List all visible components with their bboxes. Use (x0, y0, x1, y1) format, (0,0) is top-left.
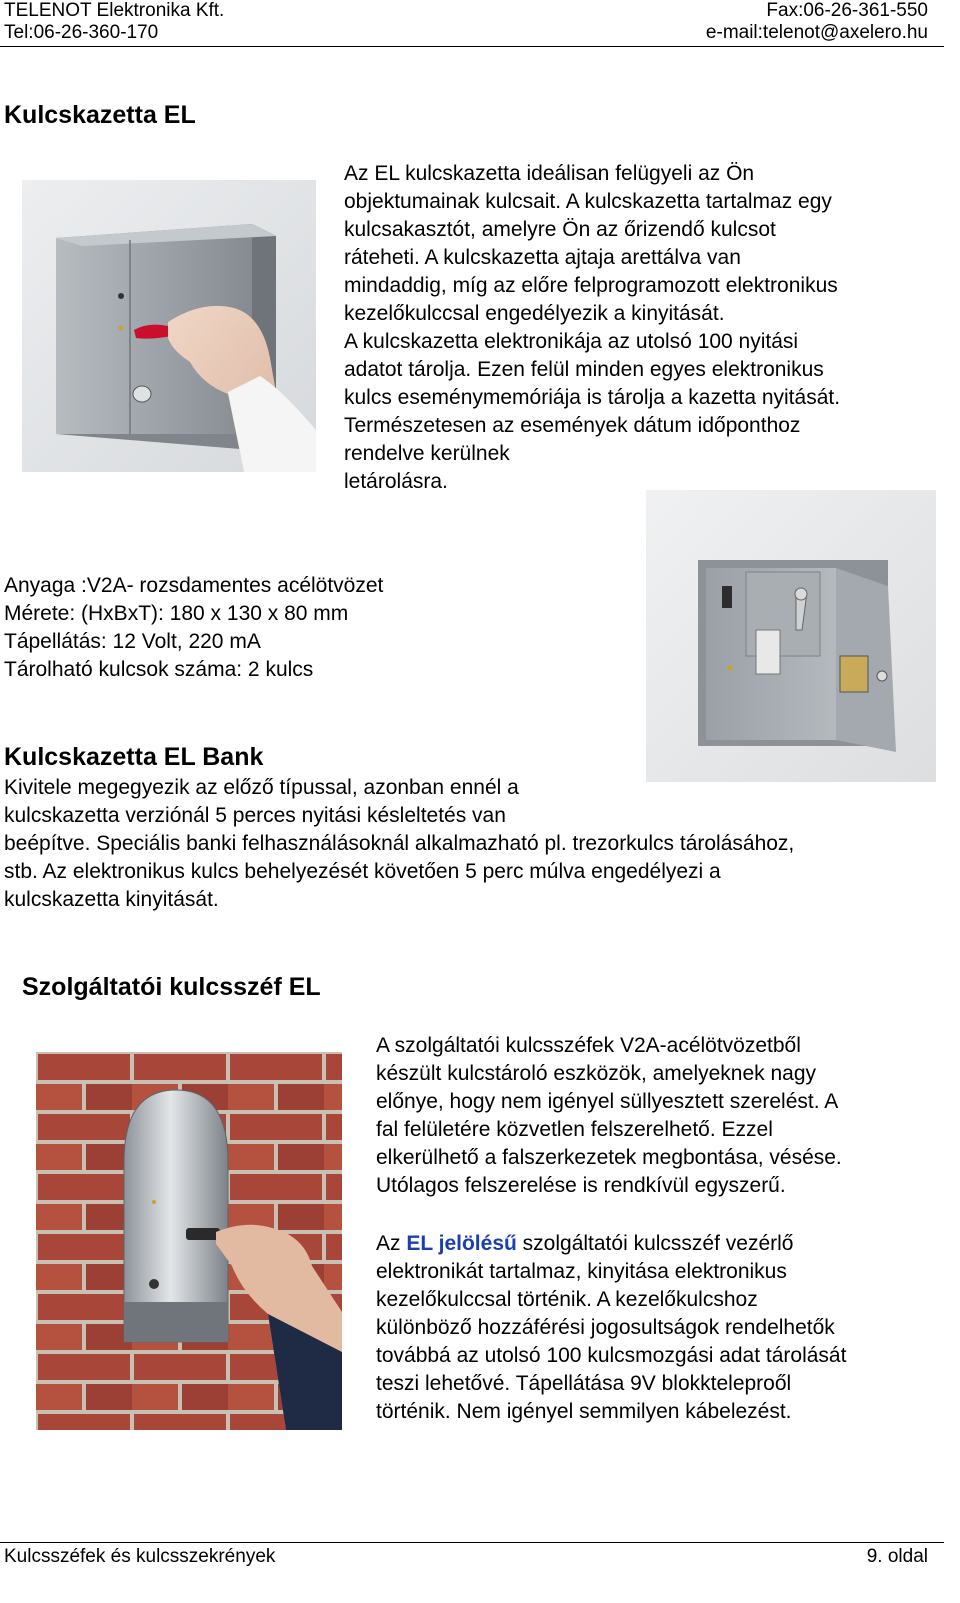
safe-line: elkerülhető a falszerkezetek megbontása, vésése. (376, 1146, 842, 1169)
section3-el-description (376, 1230, 946, 1426)
el-line: kezelőkulccsal történik. A kezelőkulcshoz (376, 1288, 758, 1311)
section-title-kulcskazetta-el-bank: Kulcskazetta EL Bank (4, 743, 264, 771)
bank-line: kulcskazetta verziónál 5 perces nyitási késleltetés van (4, 804, 506, 827)
page-number: 9. oldal (866, 1546, 928, 1567)
spec-power: Tápellátás: 12 Volt, 220 mA (4, 630, 261, 653)
desc-line: ráteheti. A kulcskazetta ajtaja arettálva van (344, 246, 741, 269)
product-photo-open-key-box (646, 490, 936, 782)
bank-line: beépítve. Speciális banki felhasználásoknál alkalmazható pl. trezorkulcs tárolásához, (4, 832, 795, 855)
company-email: e-mail:telenot@axelero.hu (705, 22, 928, 43)
safe-line: A szolgáltatói kulcsszéfek V2A-acélötvözetből (376, 1034, 801, 1057)
spec-dimensions: Mérete: (HxBxT): 180 x 130 x 80 mm (4, 602, 349, 625)
desc-line: kulcsakasztót, amelyre Ön az őrizendő kulcsot (344, 218, 776, 241)
section3-intro (376, 1032, 946, 1200)
el-highlight: EL jelölésű (406, 1232, 517, 1255)
el-line: különböző hozzáférési jogosultságok rendelhetők (376, 1316, 835, 1339)
desc-line: objektumainak kulcsait. A kulcskazetta tartalmaz egy (344, 190, 832, 213)
section-title-szolgaltatoi-kulcsszef-el: Szolgáltatói kulcsszéf EL (22, 973, 321, 1001)
company-name: TELENOT Elektronika Kft. (4, 0, 225, 21)
footer-title: Kulcsszéfek és kulcsszekrények (4, 1546, 276, 1567)
el-first-rest: szolgáltatói kulcsszéf vezérlő (516, 1232, 794, 1255)
desc-line: rendelve kerülnek (344, 442, 510, 465)
header-divider (0, 46, 944, 47)
section2-description (4, 774, 944, 914)
desc-line: Az EL kulcskazetta ideálisan felügyeli az Ön (344, 162, 755, 185)
desc-line: Természetesen az események dátum időponthoz (344, 414, 801, 437)
desc-line: letárolásra. (344, 470, 448, 493)
section-title-kulcskazetta-el: Kulcskazetta EL (4, 101, 196, 129)
el-line: történik. Nem igényel semmilyen kábelezést. (376, 1400, 792, 1423)
desc-line: kezelőkulccsal engedélyezik a kinyitását. (344, 302, 725, 325)
section1-description (344, 160, 934, 496)
desc-line: kulcs eseménymemóriája is tárolja a kazetta nyitását. (344, 386, 841, 409)
product-photo-key-safe-brick-wall (36, 1052, 342, 1430)
el-first-line (376, 1230, 946, 1258)
safe-line: Utólagos felszerelése is rendkívül egyszerű. (376, 1174, 786, 1197)
company-phone: Tel:06-26-360-170 (4, 22, 159, 43)
safe-line: fal felületére közvetlen felszerelhető. Ezzel (376, 1118, 773, 1141)
section1-specs (4, 572, 624, 684)
desc-line: A kulcskazetta elektronikája az utolsó 100 nyitási (344, 330, 799, 353)
el-line: elektronikát tartalmaz, kinyitása elektronikus (376, 1260, 787, 1283)
bank-line: stb. Az elektronikus kulcs behelyezését követően 5 perc múlva engedélyezi a (4, 860, 721, 883)
el-line: teszi lehetővé. Tápellátása 9V blokkteleproől (376, 1372, 792, 1395)
safe-line: készült kulcstároló eszközök, amelyeknek nagy (376, 1062, 817, 1085)
spec-key-capacity: Tárolható kulcsok száma: 2 kulcs (4, 658, 314, 681)
desc-line: adatot tárolja. Ezen felül minden egyes elektronikus (344, 358, 824, 381)
bank-line: kulcskazetta kinyitását. (4, 888, 219, 911)
spec-material: Anyaga :V2A- rozsdamentes acélötvözet (4, 574, 384, 597)
el-line: továbbá az utolsó 100 kulcsmozgási adat tárolását (376, 1344, 847, 1367)
safe-line: előnye, hogy nem igényel süllyesztett szerelést. A (376, 1090, 839, 1113)
product-photo-key-box (22, 180, 316, 472)
el-prefix: Az (376, 1232, 407, 1255)
company-fax: Fax:06-26-361-550 (766, 0, 928, 21)
desc-line: mindaddig, míg az előre felprogramozott elektronikus (344, 274, 838, 297)
bank-line: Kivitele megegyezik az előző típussal, azonban ennél a (4, 776, 519, 799)
footer-divider (0, 1542, 944, 1543)
